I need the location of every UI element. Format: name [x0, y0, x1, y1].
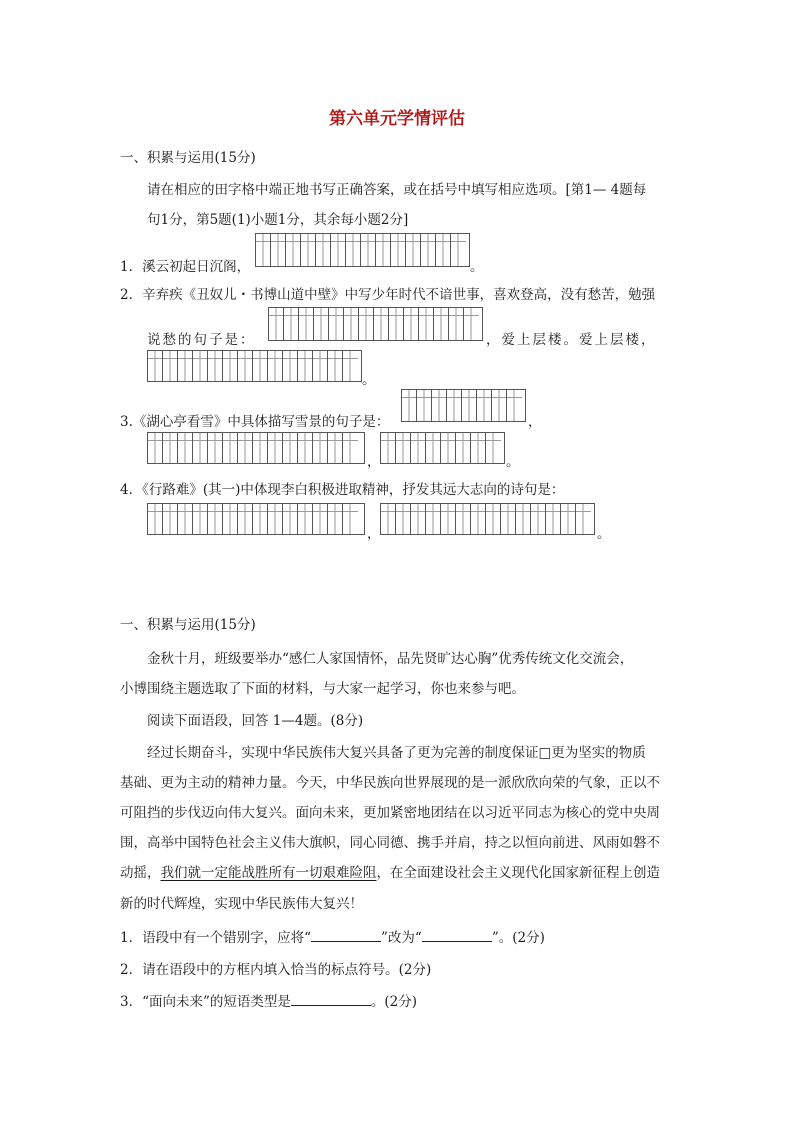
grid-cell[interactable]	[286, 234, 301, 266]
grid-cell[interactable]	[178, 351, 193, 381]
q2-line2-mid: ，爱上层楼。爱上层楼，	[486, 332, 657, 348]
grid-cell[interactable]	[343, 351, 358, 381]
grid-cell[interactable]	[163, 433, 178, 463]
section2-q3-blank[interactable]	[291, 991, 371, 1006]
grid-cell[interactable]	[451, 234, 466, 266]
grid-cell[interactable]	[301, 234, 316, 266]
grid-cell[interactable]	[298, 504, 313, 534]
grid-cell[interactable]	[316, 234, 331, 266]
section2-q3-part-b: 。(2分)	[370, 994, 418, 1010]
grid-cell[interactable]	[298, 351, 313, 381]
grid-cell[interactable]	[269, 308, 284, 340]
section2-q3	[120, 990, 417, 1010]
grid-cell[interactable]	[516, 504, 531, 534]
grid-cell[interactable]	[344, 308, 359, 340]
grid-cell[interactable]	[464, 308, 479, 340]
section2-q1-part-a: 1．语段中有一个错别字，应将“	[120, 930, 311, 946]
passage-line6: 新的时代辉煌，实现中华民族伟大复兴！	[120, 896, 363, 912]
grid-cell[interactable]	[178, 433, 193, 463]
grid-cell[interactable]	[148, 504, 163, 534]
grid-cell[interactable]	[411, 504, 426, 534]
q3-answer-grid-1[interactable]	[401, 389, 526, 422]
page-title: 第六单元学情评估	[329, 109, 465, 129]
section1-instruction-line2: 句1分，第5题(1)小题1分，其余每小题2分]	[147, 212, 409, 228]
grid-cell[interactable]	[477, 390, 492, 421]
q3-answer-grid-3[interactable]	[380, 432, 505, 464]
grid-cell[interactable]	[208, 351, 223, 381]
passage-line1: 经过长期奋斗，实现中华民族伟大复兴具备了更为完善的制度保证□更为坚实的物质	[147, 745, 646, 761]
grid-cell[interactable]	[271, 234, 286, 266]
grid-cell[interactable]	[223, 433, 238, 463]
q2-end-punct: 。	[362, 372, 376, 388]
grid-cell[interactable]	[253, 504, 268, 534]
grid-cell[interactable]	[361, 234, 376, 266]
grid-cell[interactable]	[148, 351, 163, 381]
passage-line5-plain: 动摇，	[120, 865, 161, 881]
section2-q3-part-a: 3．“面向未来”的短语类型是	[120, 994, 291, 1010]
grid-cell[interactable]	[284, 308, 299, 340]
grid-cell[interactable]	[193, 433, 208, 463]
q4-end-punct: 。	[597, 526, 611, 542]
q3-comma-2: ，	[367, 454, 381, 470]
grid-cell[interactable]	[402, 390, 417, 421]
grid-cell[interactable]	[501, 504, 516, 534]
passage-line5-rest: ，在全面建设社会主义现代化国家新征程上创造	[376, 865, 660, 881]
grid-cell[interactable]	[283, 433, 298, 463]
section2-heading: 一、积累与运用(15分)	[120, 617, 256, 633]
grid-cell[interactable]	[381, 433, 396, 463]
grid-cell[interactable]	[471, 504, 486, 534]
grid-cell[interactable]	[331, 234, 346, 266]
grid-cell[interactable]	[314, 308, 329, 340]
q4-answer-grid-1[interactable]	[147, 503, 365, 535]
grid-cell[interactable]	[486, 433, 501, 463]
grid-cell[interactable]	[417, 390, 432, 421]
grid-cell[interactable]	[456, 433, 471, 463]
section2-q1-blank-2[interactable]	[422, 927, 492, 942]
q4-comma: ，	[367, 526, 381, 542]
grid-cell[interactable]	[163, 504, 178, 534]
q3-end-punct: 。	[506, 454, 520, 470]
passage-line3: 可阻挡的步伐迈向伟大复兴。面向未来，更加紧密地团结在以习近平同志为核心的党中央周	[120, 805, 660, 821]
grid-cell[interactable]	[404, 308, 419, 340]
grid-cell[interactable]	[343, 433, 358, 463]
grid-cell[interactable]	[299, 308, 314, 340]
grid-cell[interactable]	[328, 504, 343, 534]
grid-cell[interactable]	[434, 308, 449, 340]
grid-cell[interactable]	[462, 390, 477, 421]
section2-read-instruction: 阅读下面语段，回答 1—4题。(8分)	[147, 713, 364, 729]
grid-cell[interactable]	[238, 351, 253, 381]
grid-cell[interactable]	[238, 433, 253, 463]
grid-cell[interactable]	[546, 504, 561, 534]
grid-cell[interactable]	[238, 504, 253, 534]
section2-intro-line2: 小博围绕主题选取了下面的材料，与大家一起学习，你也来参与吧。	[120, 681, 525, 697]
grid-cell[interactable]	[492, 390, 507, 421]
grid-cell[interactable]	[359, 308, 374, 340]
grid-cell[interactable]	[426, 433, 441, 463]
q4-text: 4．《行路难》(其一)中体现李白积极进取精神，抒发其远大志向的诗句是：	[120, 482, 565, 498]
grid-cell[interactable]	[441, 433, 456, 463]
grid-cell[interactable]	[223, 351, 238, 381]
grid-cell[interactable]	[471, 433, 486, 463]
grid-cell[interactable]	[163, 351, 178, 381]
grid-cell[interactable]	[178, 504, 193, 534]
grid-cell[interactable]	[447, 390, 462, 421]
q2-answer-grid-2[interactable]	[147, 350, 362, 382]
grid-cell[interactable]	[389, 308, 404, 340]
passage-line4: 围，高举中国特色社会主义伟大旗帜，同心同德、携手并肩，持之以恒向前进、风雨如磐不	[120, 835, 660, 851]
q3-text: 3.《湖心亭看雪》中具体描写雪景的句子是：	[120, 414, 390, 430]
passage-underlined-sentence: 我们就一定能战胜所有一切艰难险阻	[160, 865, 377, 881]
grid-cell[interactable]	[456, 504, 471, 534]
grid-cell[interactable]	[426, 504, 441, 534]
grid-cell[interactable]	[346, 234, 361, 266]
passage-line5	[120, 861, 660, 881]
grid-cell[interactable]	[313, 351, 328, 381]
grid-cell[interactable]	[193, 504, 208, 534]
grid-cell[interactable]	[283, 504, 298, 534]
section2-intro-line1: 金秋十月，班级要举办“感仁人家国情怀，品先贤旷达心胸”优秀传统文化交流会，	[147, 651, 634, 667]
grid-cell[interactable]	[223, 504, 238, 534]
grid-cell[interactable]	[253, 351, 268, 381]
grid-cell[interactable]	[148, 433, 163, 463]
grid-cell[interactable]	[313, 504, 328, 534]
section2-q1-part-b: ”改为“	[381, 930, 422, 946]
grid-cell[interactable]	[268, 504, 283, 534]
q3-comma-1: ，	[528, 414, 542, 430]
grid-cell[interactable]	[396, 504, 411, 534]
grid-cell[interactable]	[193, 351, 208, 381]
q1-text: 1．溪云初起日沉阁，	[120, 259, 251, 275]
q3-answer-grid-2[interactable]	[147, 432, 365, 464]
section1-heading: 一、积累与运用(15分)	[120, 150, 256, 166]
grid-cell[interactable]	[419, 308, 434, 340]
q4-answer-grid-2[interactable]	[380, 503, 595, 535]
grid-cell[interactable]	[576, 504, 591, 534]
grid-cell[interactable]	[421, 234, 436, 266]
grid-cell[interactable]	[396, 433, 411, 463]
grid-cell[interactable]	[406, 234, 421, 266]
grid-cell[interactable]	[507, 390, 522, 421]
grid-cell[interactable]	[561, 504, 576, 534]
q1-end-punct: 。	[470, 259, 484, 275]
q2-line2-prefix: 说愁的句子是：	[147, 332, 256, 348]
grid-cell[interactable]	[256, 234, 271, 266]
section2-q2: 2．请在语段中的方框内填入恰当的标点符号。(2分)	[120, 962, 432, 978]
q2-answer-grid-1[interactable]	[268, 307, 483, 341]
grid-cell[interactable]	[328, 351, 343, 381]
grid-cell[interactable]	[531, 504, 546, 534]
grid-cell[interactable]	[486, 504, 501, 534]
grid-cell[interactable]	[328, 433, 343, 463]
grid-cell[interactable]	[411, 433, 426, 463]
section1-instruction-line1: 请在相应的田字格中端正地书写正确答案，或在括号中填写相应选项。[第1— 4题每	[147, 182, 647, 198]
grid-cell[interactable]	[329, 308, 344, 340]
grid-cell[interactable]	[283, 351, 298, 381]
grid-cell[interactable]	[253, 433, 268, 463]
grid-cell[interactable]	[376, 234, 391, 266]
grid-cell[interactable]	[343, 504, 358, 534]
section2-q1-blank-1[interactable]	[311, 927, 381, 942]
section2-q1-part-c: ”。(2分)	[491, 930, 545, 946]
grid-cell[interactable]	[432, 390, 447, 421]
grid-cell[interactable]	[391, 234, 406, 266]
grid-cell[interactable]	[436, 234, 451, 266]
grid-cell[interactable]	[313, 433, 328, 463]
grid-cell[interactable]	[449, 308, 464, 340]
grid-cell[interactable]	[441, 504, 456, 534]
q2-line1: 2．辛弃疾《丑奴儿・书博山道中壁》中写少年时代不谙世事，喜欢登高，没有愁苦，勉强	[120, 287, 656, 303]
grid-cell[interactable]	[268, 433, 283, 463]
section2-q1	[120, 926, 545, 946]
grid-cell[interactable]	[381, 504, 396, 534]
grid-cell[interactable]	[298, 433, 313, 463]
grid-cell[interactable]	[268, 351, 283, 381]
passage-line2: 基础、更为主动的精神力量。今天，中华民族向世界展现的是一派欣欣向荣的气象，正以不	[120, 775, 660, 791]
grid-cell[interactable]	[208, 433, 223, 463]
grid-cell[interactable]	[208, 504, 223, 534]
grid-cell[interactable]	[374, 308, 389, 340]
q1-answer-grid[interactable]	[255, 233, 470, 267]
